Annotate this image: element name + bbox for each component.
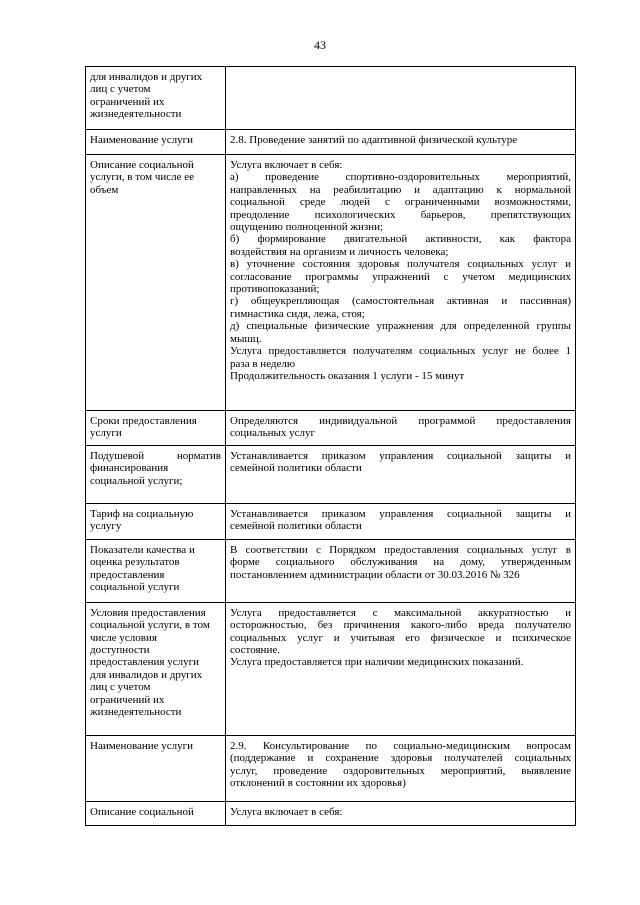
row-label	[86, 411, 226, 446]
cell-line: Устанавливается приказом управления социальной защиты и	[230, 449, 571, 462]
services-table	[85, 66, 576, 826]
cell-line: для инвалидов и других	[90, 71, 203, 83]
cell-line: социальной услуги	[90, 581, 180, 594]
row-value	[226, 411, 576, 446]
row-value	[226, 503, 576, 539]
row-label	[86, 602, 226, 735]
row-label	[86, 735, 226, 801]
cell-line: Сроки предоставления	[90, 415, 197, 427]
cell-line: ощущению полноценной жизни;	[230, 221, 384, 234]
cell-line: семейной политики области	[230, 462, 362, 475]
row-value	[226, 445, 576, 503]
row-label	[86, 801, 226, 825]
cell-line: раза в неделю	[230, 357, 296, 370]
row-label	[86, 539, 226, 602]
cell-line: для инвалидов и других	[90, 668, 203, 681]
cell-line: Услуга предоставляется при наличии медицинских показаний.	[230, 656, 524, 669]
cell-line: Наименование услуги	[90, 739, 194, 752]
cell-line: Описание социальной	[90, 805, 194, 818]
row-label	[86, 155, 226, 411]
table-row	[86, 801, 576, 825]
cell-line: состояние.	[230, 644, 280, 657]
cell-line: отклонений в состоянии их здоровья)	[230, 777, 406, 790]
cell-line: Определяются индивидуальной программой предоставления	[230, 415, 571, 427]
cell-line: воздействия на организм и личность человека;	[230, 245, 449, 258]
row-label	[86, 67, 226, 130]
cell-line: жизнедеятельности	[90, 706, 182, 719]
cell-line: согласование программы упражнений с учетом медицинских	[230, 270, 571, 283]
cell-line: жизнедеятельности	[90, 108, 182, 121]
page-number: 43	[314, 38, 326, 52]
cell-line: преодоление психологических барьеров, препятствующих	[230, 208, 571, 221]
cell-line: услуги	[90, 427, 122, 440]
cell-line: Условия предоставления	[90, 606, 206, 619]
cell-line: Наименование услуги	[90, 134, 194, 146]
cell-line: Услуга включает в себя:	[230, 805, 343, 818]
cell-line: числе условия	[90, 631, 157, 644]
cell-line: лиц с учетом	[90, 83, 151, 96]
cell-line: 2.8. Проведение занятий по адаптивной физической культуре	[230, 134, 518, 146]
table-row	[86, 539, 576, 602]
cell-line: лиц с учетом	[90, 681, 151, 694]
cell-line: Подушевой норматив	[90, 449, 221, 462]
cell-line: мышц.	[230, 332, 262, 345]
cell-line: б) формирование двигательной активности, как фактора	[230, 233, 571, 246]
table-row	[86, 503, 576, 539]
cell-line: Устанавливается приказом управления социальной защиты и	[230, 507, 571, 520]
cell-line: Описание социальной	[90, 159, 194, 171]
cell-line: 2.9. Консультирование по социально-медицинским вопросам	[230, 739, 571, 752]
cell-line: услуг, проведение оздоровительных мероприятий, выявление	[230, 764, 571, 777]
table-row	[86, 411, 576, 446]
cell-line: оценка результатов	[90, 556, 180, 569]
cell-line: д) специальные физические упражнения для определенной группы	[230, 320, 571, 333]
cell-line: услугу	[90, 520, 122, 533]
cell-line: В соответствии с Порядком предоставления социальных услуг в	[230, 543, 571, 556]
cell-line: форме социального обслуживания на дому, утвержденным	[230, 556, 571, 569]
cell-line: предоставления	[90, 568, 165, 581]
cell-line: финансирования	[90, 462, 169, 475]
cell-line: Продолжительность оказания 1 услуги - 15 минут	[230, 369, 465, 382]
cell-line: социальных услуг	[230, 427, 316, 440]
cell-line: Показатели качества и	[90, 543, 195, 556]
row-value	[226, 801, 576, 825]
service-description	[226, 155, 576, 411]
cell-line: ограничений их	[90, 95, 165, 108]
cell-line: предоставления услуги	[90, 656, 199, 669]
service-name	[226, 130, 576, 155]
row-label	[86, 130, 226, 155]
cell-line: осторожностью, без причинения какого-либо вреда получателю	[230, 619, 571, 632]
cell-line: социальной среде людей с ограниченными возможностями,	[230, 196, 571, 209]
cell-line: в) уточнение состояния здоровья получателя социальных услуг и	[230, 258, 571, 271]
cell-line: Тариф на социальную	[90, 507, 194, 520]
cell-line: семейной политики области	[230, 520, 362, 533]
table-row	[86, 735, 576, 801]
table-row	[86, 445, 576, 503]
cell-line: социальной услуги;	[90, 474, 183, 487]
table-row	[86, 130, 576, 155]
cell-line: Услуга предоставляется получателям социальных услуг не более 1	[230, 345, 571, 358]
cell-line: услуги, в том числе ее	[90, 171, 195, 184]
cell-line: направленных на реабилитацию и адаптацию к нормальной	[230, 183, 571, 196]
row-value	[226, 539, 576, 602]
cell-line: социальной услуги, в том	[90, 619, 210, 632]
cell-line: постановлением администрации области от 30.03.2016 № 326	[230, 568, 520, 581]
row-value	[226, 67, 576, 130]
cell-line: объем	[90, 183, 119, 196]
row-label	[86, 503, 226, 539]
cell-line: Услуга включает в себя:	[230, 159, 343, 171]
cell-line: (поддержание и сохранение здоровья получателей социальных	[230, 752, 571, 765]
cell-line: г) общеукрепляющая (самостоятельная активная и пассивная)	[230, 295, 571, 308]
row-label	[86, 445, 226, 503]
table-row	[86, 155, 576, 411]
cell-line: Услуга предоставляется с максимальной аккуратностью и	[230, 606, 571, 619]
cell-line: гимнастика сидя, лежа, стоя;	[230, 307, 365, 320]
cell-line: социальных услуг и учитывая его физическое и психическое	[230, 631, 571, 644]
cell-line: доступности	[90, 644, 150, 657]
table-row	[86, 67, 576, 130]
table-row	[86, 602, 576, 735]
cell-line: а) проведение спортивно-оздоровительных мероприятий,	[230, 171, 571, 184]
service-name	[226, 735, 576, 801]
row-value	[226, 602, 576, 735]
cell-line: противопоказаний;	[230, 283, 320, 296]
cell-line: ограничений их	[90, 693, 165, 706]
